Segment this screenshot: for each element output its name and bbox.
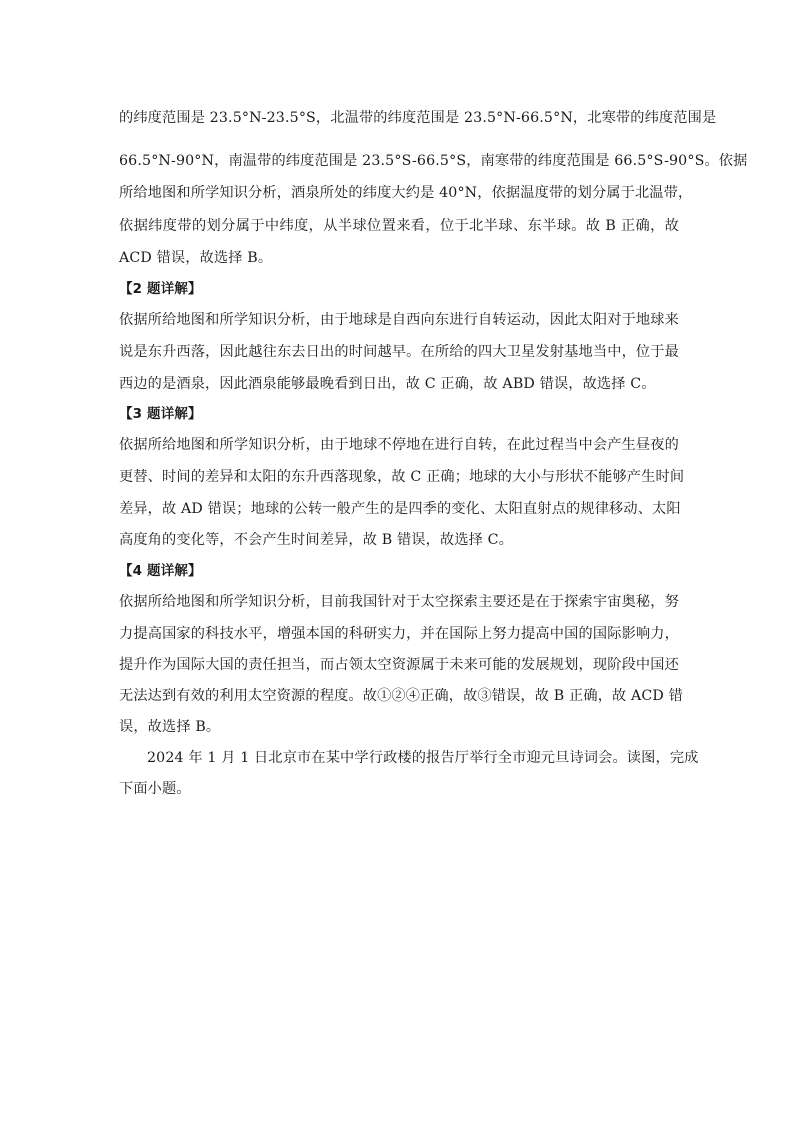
text-line: 提升作为国际大国的责任担当，而占领太空资源属于未来可能的发展规划，现阶段中国还 <box>119 657 679 673</box>
text-line: 依据所给地图和所学知识分析，目前我国针对于太空探索主要还是在于探索宇宙奥秘，努 <box>119 594 679 610</box>
text-line: 所给地图和所学知识分析，酒泉所处的纬度大约是 40°N，依据温度带的划分属于北温带， <box>119 185 693 201</box>
text-line: ACD 错误，故选择 B。 <box>119 250 273 266</box>
text-line: 无法达到有效的利用太空资源的程度。故①②④正确，故③错误，故 B 正确，故 ACD 错 <box>119 688 683 704</box>
text-line: 力提高国家的科技水平，增强本国的科研实力，并在国际上努力提高中国的国际影响力， <box>119 626 679 642</box>
text-line: 的纬度范围是 23.5°N-23.5°S，北温带的纬度范围是 23.5°N-66.5°N，北寒带的纬度范围是 <box>119 110 717 126</box>
text-line-intro: 2024 年 1 月 1 日北京市在某中学行政楼的报告厅举行全市迎元旦诗词会。读图，完成 <box>147 750 699 766</box>
text-line: 误，故选择 B。 <box>119 719 221 735</box>
text-line: 更替、时间的差异和太阳的东升西落现象，故 C 正确；地球的大小与形状不能够产生时间 <box>119 469 685 485</box>
text-line: 下面小题。 <box>119 781 191 797</box>
text-line: 66.5°N-90°N，南温带的纬度范围是 23.5°S-66.5°S，南寒带的纬度范围是 66.5°S-90°S。依据 <box>119 153 748 169</box>
section-heading-q4: 【4 题详解】 <box>119 563 202 579</box>
section-heading-q3: 【3 题详解】 <box>119 406 202 422</box>
text-line: 依据所给地图和所学知识分析，由于地球不停地在进行自转，在此过程当中会产生昼夜的 <box>119 437 679 453</box>
text-line: 说是东升西落，因此越往东去日出的时间越早。在所给的四大卫星发射基地当中，位于最 <box>119 344 679 360</box>
text-line: 高度角的变化等，不会产生时间差异，故 B 错误，故选择 C。 <box>119 532 513 548</box>
text-line: 依据纬度带的划分属于中纬度，从半球位置来看，位于北半球、东半球。故 B 正确，故 <box>119 218 679 234</box>
section-heading-q2: 【2 题详解】 <box>119 281 202 297</box>
text-line: 差异，故 AD 错误；地球的公转一般产生的是四季的变化、太阳直射点的规律移动、太阳 <box>119 501 681 517</box>
text-line: 依据所给地图和所学知识分析，由于地球是自西向东进行自转运动，因此太阳对于地球来 <box>119 312 679 328</box>
text-line: 西边的是酒泉，因此酒泉能够最晚看到日出，故 C 正确，故 ABD 错误，故选择 C。 <box>119 376 656 392</box>
